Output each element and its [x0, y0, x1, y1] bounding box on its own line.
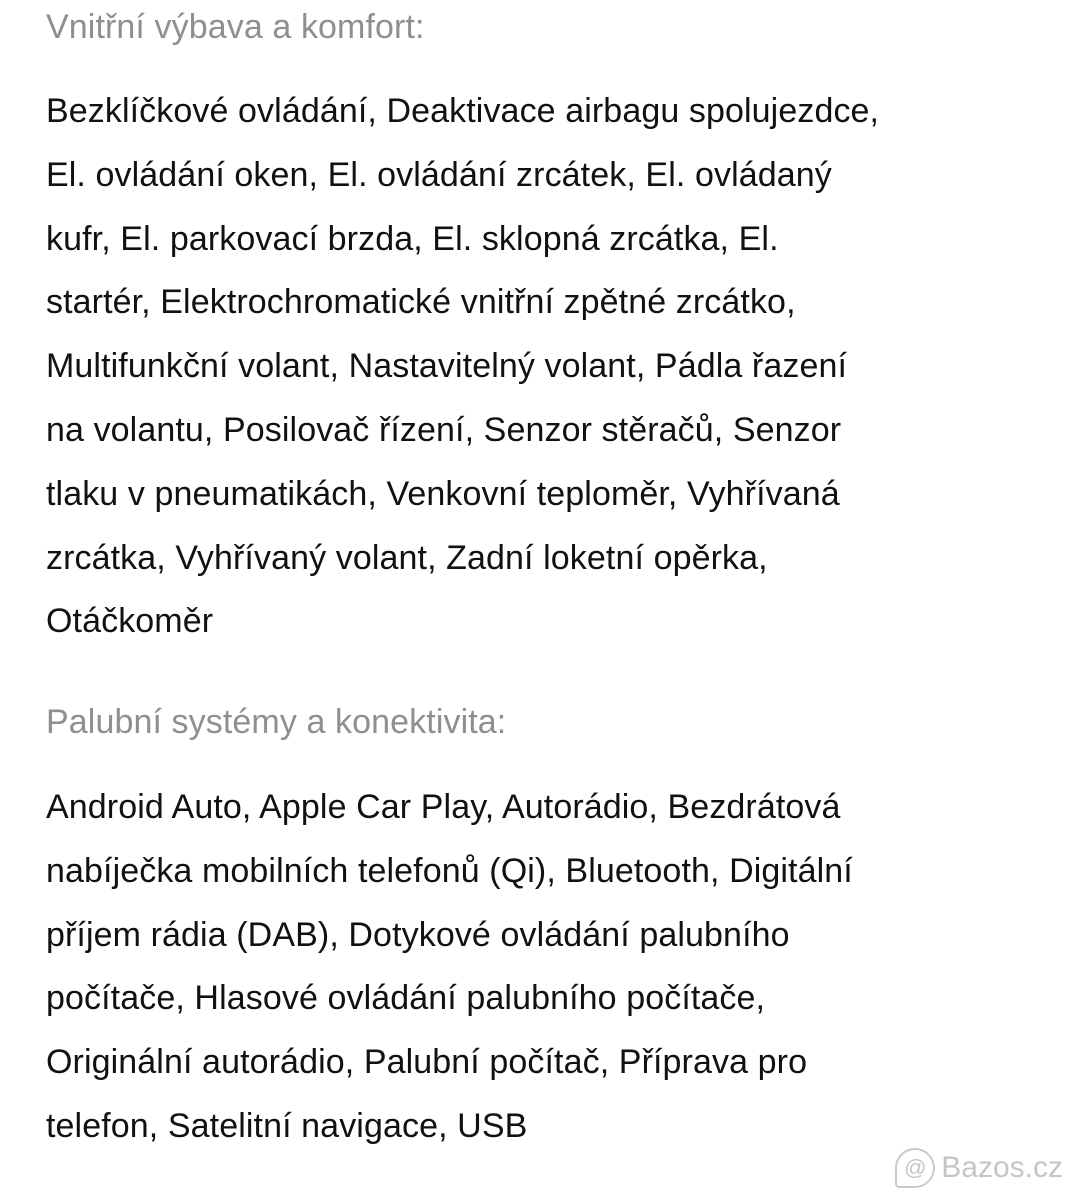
text-line: tlaku v pneumatikách, Venkovní teploměr, Vyhřívaná — [46, 474, 840, 513]
text-line: Bezklíčkové ovládání, Deaktivace airbagu spolujezdce, — [46, 92, 880, 130]
section-heading-interior: Vnitřní výbava a komfort: — [46, 8, 425, 46]
text-line: Otáčkoměr — [46, 602, 214, 641]
text-line: startér, Elektrochromatické vnitřní zpětné zrcátko, — [46, 283, 796, 322]
section-body-infotainment — [46, 776, 1036, 1159]
text-line: El. ovládání oken, El. ovládání zrcátek, El. ovládaný — [46, 155, 832, 194]
text-line: Android Auto, Apple Car Play, Autorádio, Bezdrátová — [46, 788, 841, 826]
text-line: Multifunkční volant, Nastavitelný volant, Pádla řazení — [46, 347, 848, 386]
text-line: počítače, Hlasové ovládání palubního počítače, — [46, 979, 766, 1018]
watermark — [895, 1148, 1063, 1188]
text-line: na volantu, Posilovač řízení, Senzor stěračů, Senzor — [46, 410, 842, 449]
text-line: příjem rádia (DAB), Dotykové ovládání palubního — [46, 915, 790, 954]
watermark-text: Bazos.cz — [941, 1151, 1063, 1184]
text-line: kufr, El. parkovací brzda, El. sklopná zrcátka, El. — [46, 219, 779, 258]
text-line: zrcátka, Vyhřívaný volant, Zadní loketní opěrka, — [46, 538, 768, 577]
text-line: telefon, Satelitní navigace, USB — [46, 1106, 528, 1145]
bazos-logo-icon: @ — [895, 1148, 935, 1188]
section-heading-infotainment: Palubní systémy a konektivita: — [46, 703, 507, 741]
text-line: Originální autorádio, Palubní počítač, Příprava pro — [46, 1043, 808, 1082]
section-body-interior — [46, 80, 1036, 654]
text-line: nabíječka mobilních telefonů (Qi), Bluetooth, Digitální — [46, 851, 853, 890]
